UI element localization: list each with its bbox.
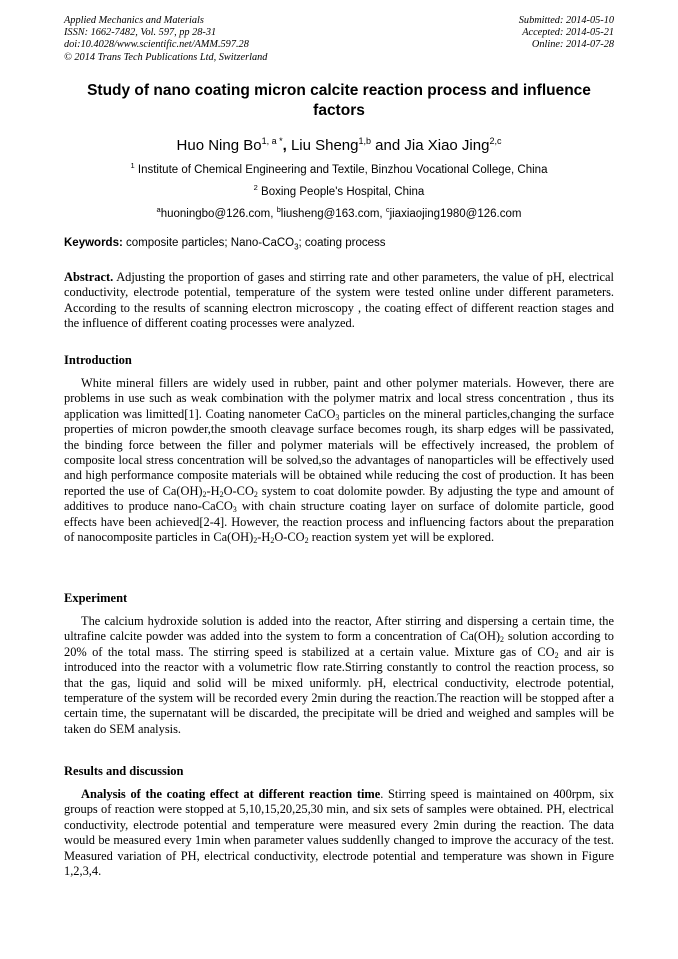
keywords-label: Keywords: [64, 237, 123, 249]
subscript: 2 [253, 489, 258, 499]
author-name: Jia Xiao Jing [404, 137, 490, 154]
author-name: Huo Ning Bo [176, 137, 262, 154]
journal-copyright: © 2014 Trans Tech Publications Ltd, Switzerland [64, 51, 268, 63]
affiliation-marker: 2 [253, 183, 258, 192]
keywords-text: composite particles; Nano-CaCO [122, 237, 295, 249]
paragraph-text: system to coat dolomite powder. By adjusting the type and amount of additives to produce nano-CaCO [64, 483, 615, 514]
subscript: 2 [304, 536, 309, 546]
results-paragraph [64, 787, 614, 879]
email-marker: a [156, 205, 161, 214]
email-text: jiaxiaojing1980@126.com [389, 207, 522, 220]
paragraph-text: White mineral fillers are widely used in rubber, paint and other polymer materials. However, there are problems in use such as weak combination with the polymer matrix and local stress concentration , thus its application was limitted[1]. Coating nanometer CaCO [64, 376, 614, 421]
email-marker: c [385, 205, 390, 214]
paragraph-text: O-CO [223, 483, 254, 498]
subscript: 2 [219, 489, 224, 499]
subscript: 2 [270, 536, 275, 546]
paragraph-text: -H [206, 483, 220, 498]
paragraph-text: reaction system yet will be explored. [308, 530, 495, 545]
subscript: 2 [202, 489, 207, 499]
section-heading-results: Results and discussion [64, 764, 184, 778]
affiliation-text: Boxing People's Hospital, China [257, 185, 425, 198]
author-name: Liu Sheng [290, 137, 359, 154]
email-text: liusheng@163.com, [280, 207, 386, 220]
author-emails [64, 202, 614, 222]
paragraph-text: . Stirring speed is maintained on 400rpm, six groups of reaction were stopped at 5,10,15,20,25,30 min, and six sets of samples were obtained. PH, electrical conductivity, electrode potential and temperature were measured every 2min during the reaction. The data would be measured every 1min when parameter values suddenlly changed to improve the accuracy of the test. Measured variation of PH, electrical conductivity, electrode potential and temperature was shown in Figure 1,2,3,4. [64, 787, 614, 879]
introduction-paragraph [64, 376, 614, 545]
journal-doi: doi:10.4028/www.scientific.net/AMM.597.28 [64, 39, 249, 51]
author-superscript: 1, a * [261, 136, 283, 146]
experiment-paragraph [64, 614, 614, 737]
accepted-date: Accepted: 2014-05-21 [522, 27, 614, 39]
subscript: 2 [500, 635, 505, 645]
affiliation-text: Institute of Chemical Engineering and Textile, Binzhou Vocational College, China [134, 163, 548, 176]
author-list [64, 131, 614, 156]
affiliation-2 [64, 180, 614, 200]
paragraph-text: -H [257, 530, 271, 545]
abstract [64, 270, 614, 332]
paragraph-text: O-CO [274, 530, 305, 545]
journal-issn: ISSN: 1662-7482, Vol. 597, pp 28-31 [64, 27, 217, 39]
keywords-text: ; coating process [298, 237, 386, 249]
keywords [64, 236, 614, 254]
author-superscript: 2,c [489, 136, 502, 146]
abstract-text: Adjusting the proportion of gases and stirring rate and other parameters, the value of pH, electrical conductivity, electrode potential, temperature of the system were tested online under different parameters. According to the results of scanning electron microscopy , the coating effect of different reaction stages and the influence of different coating processes were analyzed. [64, 270, 614, 331]
paragraph-text: particles on the mineral particles,changing the surface properties of micron powder,the smooth cleavage surface becomes rough, its sharp edges will be passivated, the binding force between the filler and polymer materials will be effectively increased, the problem of composite local stress concentration will be solved,so the advantages of nanoparticles will be effectively used and high performance composite materials will be obtained while reducing the cost of production. It has been reported the use of Ca(OH) [64, 406, 614, 498]
paragraph-text: and air is introduced into the reactor with a volumetric flow rate.Stirring constantly to control the reaction process, so that the gas, liquid and solid will be mixed uniformly. pH, electrical conductivity, electrode potential, temperature of the system will be recorded every 2min during the reaction.The reaction will be stopped after a certain time, the supernatant will be discarded, the precipitate will be dried and weighed and samples will be taken do SEM analysis. [64, 644, 614, 736]
abstract-label: Abstract. [64, 270, 114, 284]
author-superscript: 1,b [358, 136, 372, 146]
publication-dates [519, 15, 614, 52]
subscript: 3 [232, 505, 237, 515]
paragraph-text: The calcium hydroxide solution is added into the reactor, After stirring and dispersing a certain time, the ultrafine calcite powder was added into the system to form a concentration of Ca(OH) [64, 614, 614, 644]
paragraph-text: solution according to 20% of the total mass. The stirring speed is stabilized at a certain value. Mixture gas of CO [64, 629, 614, 659]
affiliation-1 [64, 158, 614, 178]
author-separator: , [282, 137, 291, 154]
paper-title: Study of nano coating micron calcite reaction process and influence factors [87, 82, 591, 119]
section-heading-experiment: Experiment [64, 591, 128, 605]
journal-name: Applied Mechanics and Materials [64, 15, 204, 26]
email-text: huoningbo@126.com, [160, 207, 277, 220]
submitted-date: Submitted: 2014-05-10 [518, 15, 614, 26]
email-marker: b [276, 205, 281, 214]
subscript: 3 [335, 412, 340, 422]
subscript: 2 [253, 536, 258, 546]
journal-info [64, 15, 267, 64]
author-separator: and [371, 137, 405, 154]
affiliation-marker: 1 [130, 161, 135, 170]
online-date: Online: 2014-07-28 [531, 39, 614, 51]
section-heading-introduction: Introduction [64, 353, 132, 367]
subsection-lead: Analysis of the coating effect at different reaction time [81, 787, 381, 801]
subscript: 3 [294, 242, 299, 252]
paragraph-text: with chain structure coating layer on surface of dolomite particle, good effects have been achieved[2-4]. However, the reaction process and influencing factors about the preparation of nanocomposite particles in Ca(OH) [64, 499, 614, 545]
subscript: 2 [554, 650, 559, 660]
